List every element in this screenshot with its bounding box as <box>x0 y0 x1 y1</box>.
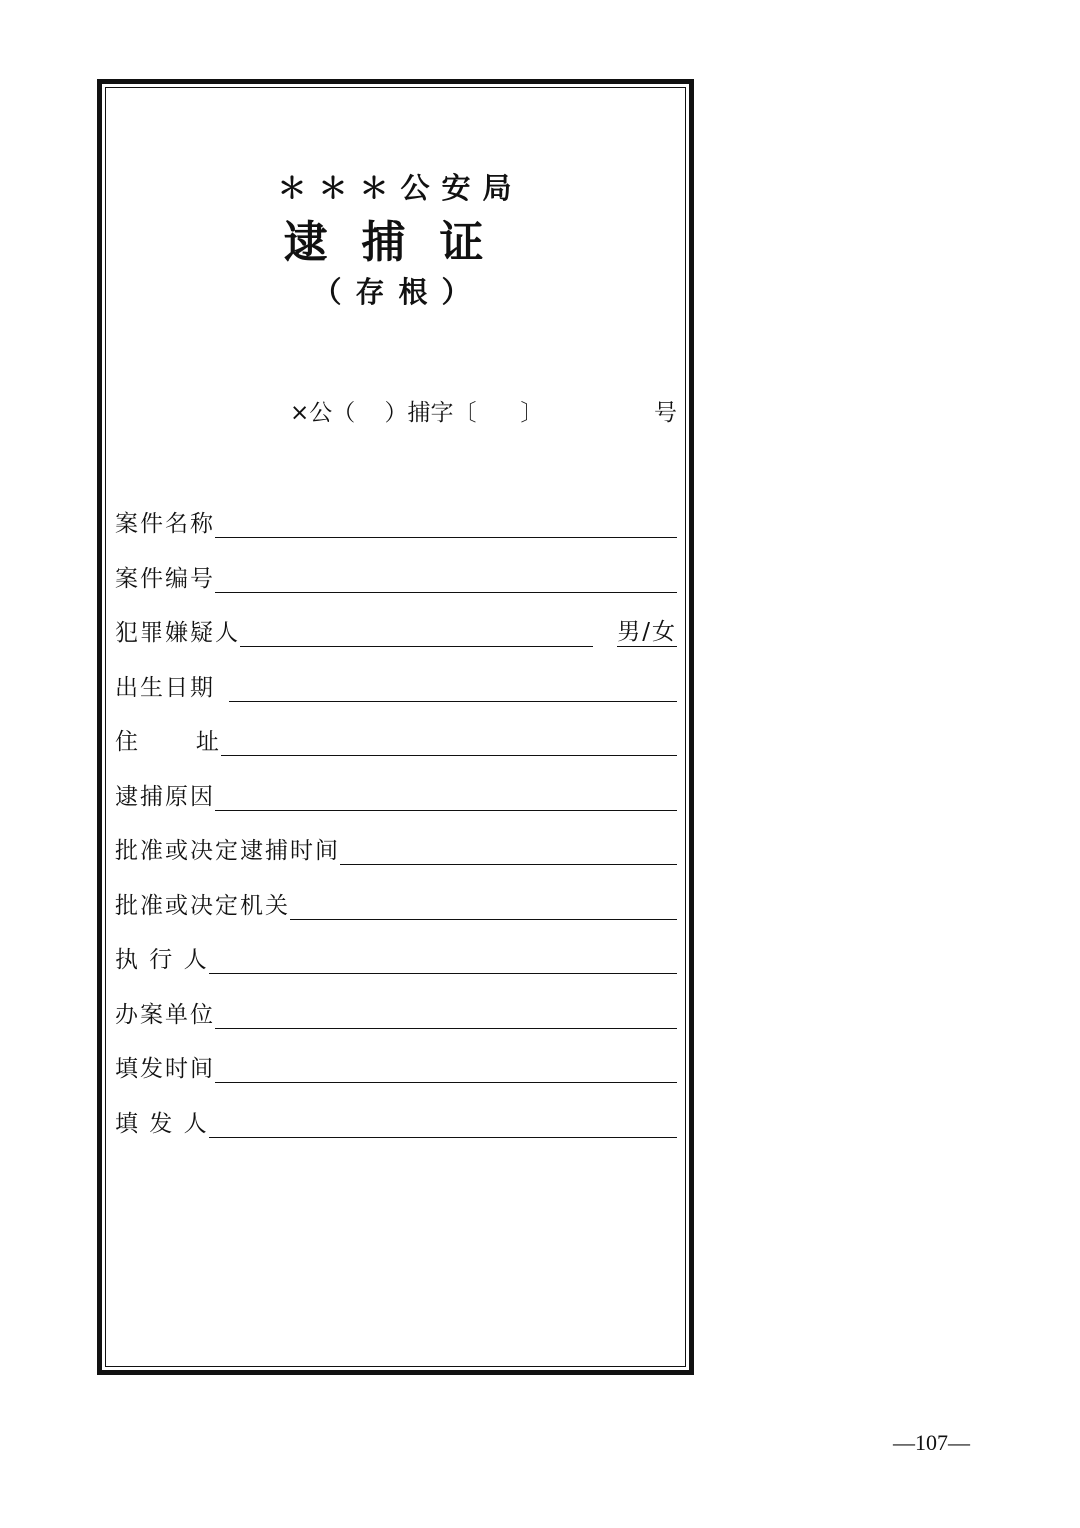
field-label: 填 发 人 <box>115 1111 209 1137</box>
approval-time-line[interactable] <box>340 838 677 865</box>
issuer-line[interactable] <box>209 1111 677 1138</box>
document-number-suffix: 号 <box>654 400 677 426</box>
field-label: 执 行 人 <box>115 947 209 973</box>
issuing-organization: ＊＊＊公安局 <box>277 171 524 205</box>
executor-line[interactable] <box>209 947 677 974</box>
field-issuer <box>115 1098 677 1138</box>
case-number-line[interactable] <box>215 566 677 593</box>
field-issue-time <box>115 1043 677 1083</box>
form-inner-border <box>105 87 686 1367</box>
field-label: 犯罪嫌疑人 <box>115 620 240 646</box>
arrest-reason-line[interactable] <box>215 784 677 811</box>
field-address <box>115 716 677 756</box>
field-suspect <box>115 607 677 647</box>
field-label: 批准或决定逮捕时间 <box>115 838 340 864</box>
field-label: 住 址 <box>115 729 221 755</box>
field-handling-unit <box>115 989 677 1029</box>
field-label: 案件名称 <box>115 511 215 537</box>
field-label: 逮捕原因 <box>115 784 215 810</box>
form-title: 逮捕证 <box>283 217 518 268</box>
field-label: 案件编号 <box>115 566 215 592</box>
form-subtitle: （存根） <box>312 275 485 309</box>
field-executor <box>115 934 677 974</box>
field-case-name <box>115 498 677 538</box>
field-arrest-reason <box>115 771 677 811</box>
address-line[interactable] <box>221 729 677 756</box>
document-number: ×公（ ）捕字〔 〕 <box>290 400 544 426</box>
field-approval-authority <box>115 880 677 920</box>
gender-option[interactable]: 男/女 <box>617 619 677 645</box>
case-name-line[interactable] <box>215 511 677 538</box>
field-birth-date <box>115 662 677 702</box>
field-label: 出生日期 <box>115 675 215 701</box>
birth-date-line[interactable] <box>229 675 677 702</box>
handling-unit-line[interactable] <box>215 1002 677 1029</box>
field-case-number <box>115 553 677 593</box>
arrest-warrant-stub <box>97 79 694 1375</box>
field-label: 批准或决定机关 <box>115 893 290 919</box>
field-approval-time <box>115 825 677 865</box>
field-label: 办案单位 <box>115 1002 215 1028</box>
suspect-line[interactable] <box>240 620 593 647</box>
field-label: 填发时间 <box>115 1056 215 1082</box>
approval-authority-line[interactable] <box>290 893 677 920</box>
page-number: —107— <box>893 1430 970 1455</box>
issue-time-line[interactable] <box>215 1056 677 1083</box>
